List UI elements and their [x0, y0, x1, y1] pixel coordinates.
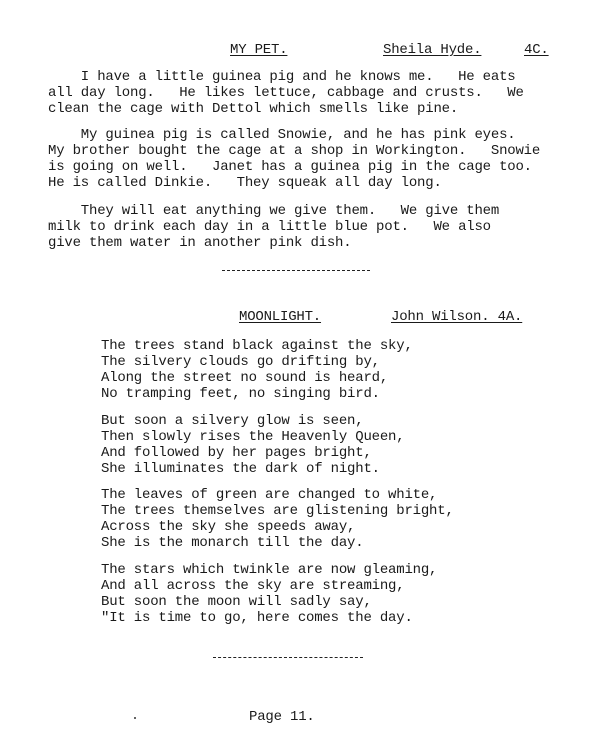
- section-divider: [222, 270, 370, 271]
- poem-line: And all across the sky are streaming,: [101, 578, 405, 594]
- story-author: Sheila Hyde.: [383, 42, 482, 58]
- story-line: is going on well. Janet has a guinea pig in the cage too.: [48, 159, 532, 175]
- story-line: My guinea pig is called Snowie, and he has pink eyes.: [48, 127, 516, 143]
- story-line: They will eat anything we give them. We give them: [48, 203, 500, 219]
- story-line: milk to drink each day in a little blue pot. We also: [48, 219, 491, 235]
- page-number: Page 11.: [249, 709, 315, 725]
- story-line: clean the cage with Dettol which smells like pine.: [48, 101, 459, 117]
- poem-line: The trees stand black against the sky,: [101, 338, 413, 354]
- poem-line: Across the sky she speeds away,: [101, 519, 356, 535]
- poem-line: Then slowly rises the Heavenly Queen,: [101, 429, 405, 445]
- poem-line: She illuminates the dark of night.: [101, 461, 380, 477]
- story-line: He is called Dinkie. They squeak all day long.: [48, 175, 442, 191]
- story-line: give them water in another pink dish.: [48, 235, 352, 251]
- poem-line: No tramping feet, no singing bird.: [101, 386, 380, 402]
- poem-line: But soon a silvery glow is seen,: [101, 413, 364, 429]
- poem-line: But soon the moon will sadly say,: [101, 594, 372, 610]
- story-title: MY PET.: [230, 42, 288, 58]
- poem-line: She is the monarch till the day.: [101, 535, 364, 551]
- story-form: 4C.: [524, 42, 549, 58]
- poem-line: The leaves of green are changed to white,: [101, 487, 438, 503]
- story-line: all day long. He likes lettuce, cabbage and crusts. We: [48, 85, 524, 101]
- stray-mark: [134, 717, 136, 719]
- story-line: My brother bought the cage at a shop in Workington. Snowie: [48, 143, 541, 159]
- poem-line: And followed by her pages bright,: [101, 445, 372, 461]
- poem-line: The silvery clouds go drifting by,: [101, 354, 380, 370]
- story-line: I have a little guinea pig and he knows me. He eats: [48, 69, 516, 85]
- poem-line: Along the street no sound is heard,: [101, 370, 389, 386]
- poem-line: "It is time to go, here comes the day.: [101, 610, 413, 626]
- poem-author: John Wilson. 4A.: [391, 309, 523, 325]
- section-divider: [213, 657, 363, 658]
- poem-line: The stars which twinkle are now gleaming,: [101, 562, 438, 578]
- poem-title: MOONLIGHT.: [239, 309, 322, 325]
- poem-line: The trees themselves are glistening bright,: [101, 503, 454, 519]
